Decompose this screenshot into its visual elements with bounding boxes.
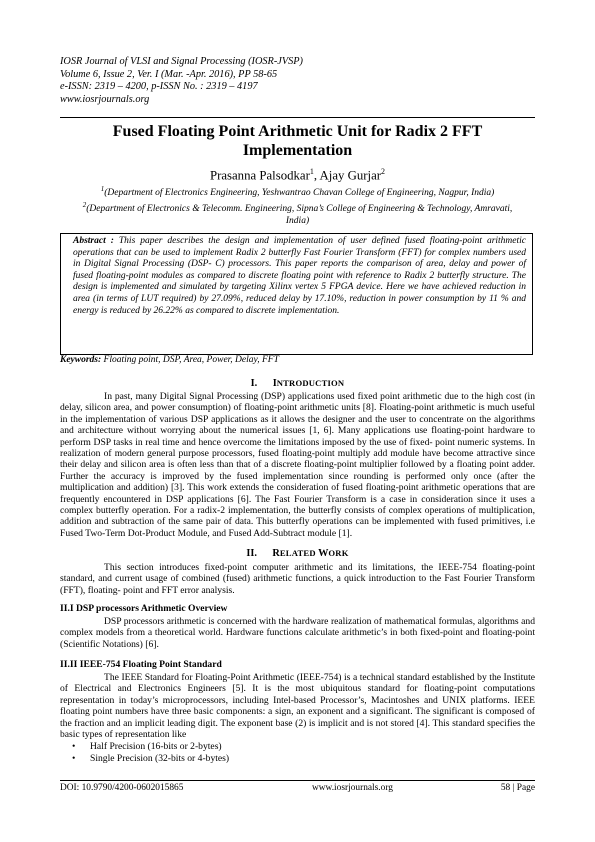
section-number: I.	[250, 378, 258, 389]
list-item: • Single Precision (32-bits or 4-bytes)	[60, 753, 535, 765]
related-work-paragraph: This section introduces fixed-point computer arithmetic and its limitations, the IEEE-754 floating-point standard, and current usage of combined (fused) arithmetic functions, a quick introduction to the Fast Fourier Transform (FFT), floating- point and FFT error analysis.	[60, 562, 535, 596]
section-initial: W	[318, 548, 329, 559]
affiliation-2-text: (Department of Electronics & Telecomm. Engineering, Sipna’s College of Engineering & Technology, Amravati, India)	[86, 203, 513, 226]
dsp-arithmetic-paragraph: DSP processors arithmetic is concerned with the hardware realization of mathematical formulas, algorithms and complex models from a theoretical world. Hardware functions calculate arithmetic’s in both fixed-point and floating-point (Scientific Notations) [6].	[60, 616, 535, 650]
journal-volume: Volume 6, Issue 2, Ver. I (Mar. -Apr. 2016), PP 58-65	[60, 68, 278, 80]
abstract-text: This paper describes the design and implementation of user defined fused floating-point arithmetic operations that can be used to implement Radix 2 butterfly Fast Fourier Transform (FFT) for complex numbers used in Digital Signal Processing (DSP- C) processors. This paper reports the comparison of area, delay and power of fused floating-point modules as compared to discrete floating point with reference to Radix 2 butterfly structure. The design is implemented and simulated by targeting Xilinx vertex 5 FPGA device. Here we have achieved reduction in area (in terms of LUT required) by 27.09%, reduced delay by 17.10%, reduction in power consumption by 11 % and energy is reduced by 26.22% as compared to discrete implementation.	[73, 236, 527, 316]
footer-doi: DOI: 10.9790/4200-0602015865	[60, 783, 184, 793]
journal-name: IOSR Journal of VLSI and Signal Processing (IOSR-JVSP)	[60, 56, 303, 67]
keywords-label: Keywords:	[60, 355, 102, 365]
section-heading-introduction	[60, 378, 535, 389]
journal-issn: e-ISSN: 2319 – 4200, p-ISSN No. : 2319 – 4197	[60, 81, 258, 92]
affiliation-1-text: (Department of Electronics Engineering, Yeshwantrao Chavan College of Engineering, Nagpur, India)	[104, 188, 495, 199]
author-line	[60, 167, 535, 183]
footer-website[interactable]: www.iosrjournals.org	[312, 783, 393, 793]
affiliation-2-sup: 2	[82, 200, 87, 209]
author-2-sup: 2	[381, 167, 386, 176]
abstract-label: Abstract :	[73, 236, 114, 246]
keywords	[60, 355, 535, 367]
author-2: Ajay Gurjar	[319, 168, 382, 183]
affiliations	[75, 184, 520, 227]
section-initial: I	[272, 378, 277, 389]
author-1: Prasanna Palsodkar	[209, 168, 310, 183]
list-item: • Half Precision (16-bits or 2-bytes)	[60, 741, 535, 753]
footer-divider	[60, 780, 535, 781]
paper-title: Fused Floating Point Arithmetic Unit for Radix 2 FFT Implementation	[112, 123, 483, 159]
header-divider	[60, 117, 535, 118]
ieee754-paragraph: The IEEE Standard for Floating-Point Arithmetic (IEEE-754) is a technical standard established by the Institute of Electrical and Electronics Engineers [5]. It is the most ubiquitous standard for floating-point computations representation in today’s microprocessors, including Intel-based Processor’s, Macintoshes and UNIX platforms. IEEE floating point numbers have three basic components: a sign, an exponent and a significant. The significant is composed of the fraction and an implicit leading digit. The exponent base (2) is implicit and is not stored [4]. This standard specifies the basic types of representation like	[60, 672, 535, 741]
introduction-paragraph: In past, many Digital Signal Processing (DSP) applications used fixed point arithmetic due to the high cost (in delay, silicon area, and power consumption) of floating-point arithmetic units [8]. Floating-point arithmetic is much useful in the implementation of various DSP applications as it allows the designer and the user to concentrate on the algorithms and architecture without worrying about the numerical issues [1, 6]. Many applications use floating-point hardware to perform DSP tasks in real time and hence overcome the limitations imposed by the use of fixed- point numeric systems. In realization of modern general purpose processors, fused floating-point multiply add module have become attractive since their delay and silicon area is often less than that of a discrete floating-point multiplier followed by a floating point adder. Further the accuracy is improved by the fused implementation since rounding is performed only once (after the multiplication and addition) [3]. This work extends the consideration of fused floating-point arithmetic operations that are frequently encountered in DSP applications [6]. The Fast Fourier Transform is a case in consideration since it uses a complex butterfly operation. For a radix-2 implementation, the butterfly consists of complex operations of multiplication, addition and subtraction of the same pair of data. This butterfly operations can be implemented with fused primitives, i.e Fused Two-Term Dot-Product Module, and Fused Add-Subtract module [1].	[60, 391, 535, 539]
author-1-sup: 1	[309, 167, 314, 176]
affiliation-2	[75, 200, 520, 227]
section-heading-related-work	[60, 548, 535, 559]
section-initial: R	[272, 548, 280, 559]
section-rest: ELATED	[279, 548, 319, 558]
subsection-title-ieee754: II.II IEEE-754 Floating Point Standard	[60, 659, 222, 670]
section-rest: NTRODUCTION	[276, 378, 345, 388]
keywords-text: Floating point, DSP, Area, Power, Delay, FFT	[103, 355, 279, 365]
author-separator: ,	[313, 168, 320, 183]
subsection-title-dsp-arithmetic: II.I DSP processors Arithmetic Overview	[60, 603, 228, 614]
precision-list	[60, 741, 535, 765]
affiliation-1-sup: 1	[100, 185, 105, 193]
abstract-box	[60, 233, 533, 355]
journal-website[interactable]: www.iosrjournals.org	[60, 93, 150, 105]
section-number: II.	[246, 548, 257, 559]
footer-page-number: 58 | Page	[500, 783, 535, 793]
section-rest: ORK	[328, 548, 349, 558]
journal-header	[60, 56, 535, 106]
affiliation-1	[75, 184, 520, 200]
